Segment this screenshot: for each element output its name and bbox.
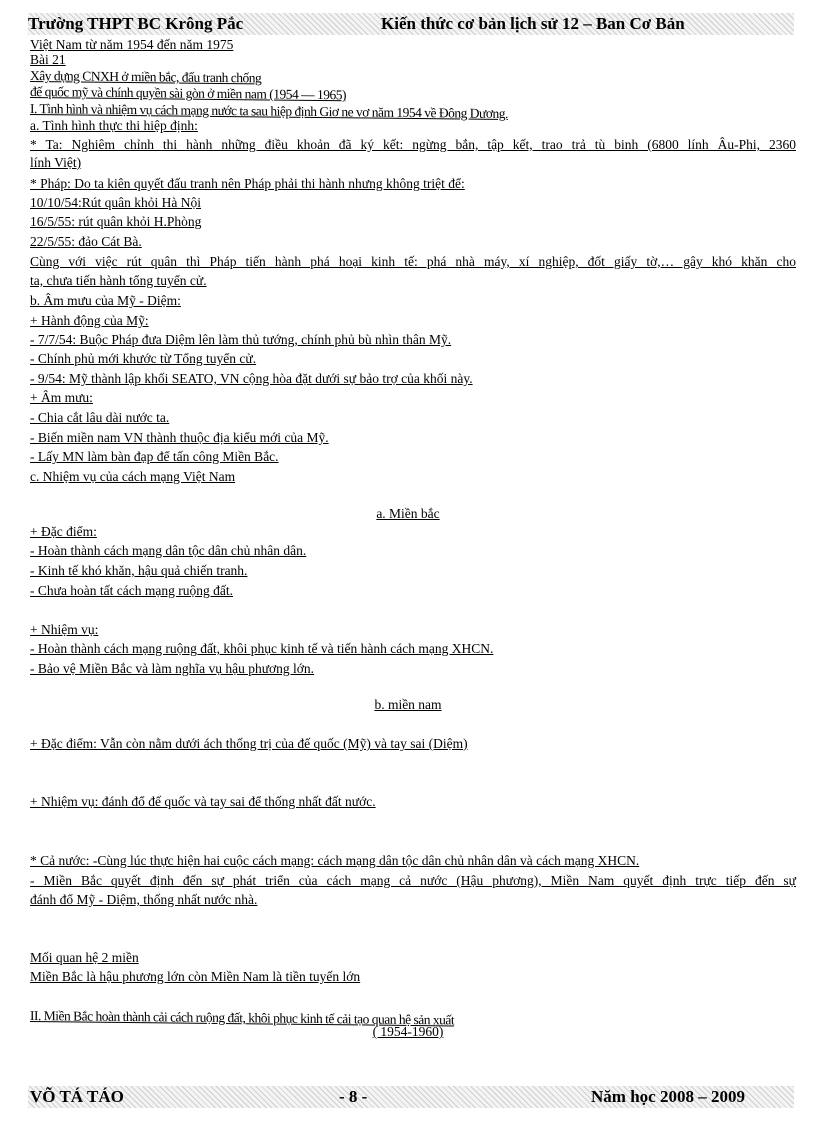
page-number: - 8 - — [339, 1087, 368, 1106]
subsection-heading: b. Âm mưu của Mỹ - Diệm: — [30, 293, 181, 308]
text-line: - 9/54: Mỹ thành lập khối SEATO, VN cộng hòa đặt dưới sự bảo trợ của khối này. — [30, 371, 473, 386]
subsection-heading: a. Tình hình thực thi hiệp định: — [30, 118, 198, 133]
subsection-heading: c. Nhiệm vụ của cách mạng Việt Nam — [30, 469, 236, 484]
text-line: + Hành động của Mỹ: — [30, 313, 149, 328]
page-footer — [28, 1086, 794, 1108]
text-line: * Ta: Nghiêm chỉnh thi hành những điều khoản đã ký kết: ngừng bắn, tập kết, trao trả tù binh (6800 lính Âu-Phi, 2360 — [30, 137, 796, 152]
text-line: + Âm mưu: — [30, 390, 93, 405]
subject-title: Kiến thức cơ bản lịch sử 12 – Ban Cơ Bản — [381, 14, 685, 33]
author-name: VÕ TÁ TÁO — [30, 1087, 124, 1106]
text-line: lính Việt) — [30, 155, 82, 170]
text-line: 16/5/55: rút quân khỏi H.Phòng — [30, 214, 202, 229]
text-line: + Đặc điểm: — [30, 524, 97, 539]
text-line: + Đặc điểm: Vẫn còn nằm dưới ách thống trị của đế quốc (Mỹ) và tay sai (Diệm) — [30, 736, 468, 751]
chapter-title: Việt Nam từ năm 1954 đến năm 1975 — [30, 37, 234, 52]
text-line: - Biến miền nam VN thành thuộc địa kiểu mới của Mỹ. — [30, 430, 329, 445]
text-line: Cùng với việc rút quân thì Pháp tiến hành phá hoại kinh tế: phá nhà máy, xí nghiệp, đốt giấy tờ,… gây khó khăn cho — [30, 254, 796, 269]
text-line: 10/10/54:Rút quân khỏi Hà Nội — [30, 195, 201, 210]
text-line: + Nhiệm vụ: — [30, 622, 99, 637]
text-line: - Chia cắt lâu dài nước ta. — [30, 410, 170, 425]
text-line: - Kinh tế khó khăn, hậu quả chiến tranh. — [30, 563, 248, 578]
text-line: ta, chưa tiến hành tổng tuyển cử. — [30, 273, 207, 288]
text-line: Mối quan hệ 2 miền — [30, 950, 139, 965]
page-header — [28, 13, 794, 35]
text-line: Miền Bắc là hậu phương lớn còn Miền Nam là tiền tuyến lớn — [30, 969, 361, 984]
text-line: * Cả nước: -Cùng lúc thực hiện hai cuộc cách mạng: cách mạng dân tộc dân chủ nhân dân và cách mạng XHCN. — [30, 853, 640, 868]
text-line: - Chính phủ mới khước từ Tổng tuyển cử. — [30, 351, 257, 366]
section-heading: II. Miền Bắc hoàn thành cải cách ruộng đất, khôi phục kinh tế cải tạo quan hệ sản xuất — [30, 1008, 455, 1028]
text-line: - Hoàn thành cách mạng ruộng đất, khôi phục kinh tế và tiến hành cách mạng XHCN. — [30, 641, 494, 656]
text-line: - Bảo vệ Miền Bắc và làm nghĩa vụ hậu phương lớn. — [30, 661, 315, 676]
region-heading-south: b. miền nam — [374, 697, 442, 712]
school-year: Năm học 2008 – 2009 — [591, 1087, 745, 1106]
text-line: - Chưa hoàn tất cách mạng ruộng đất. — [30, 583, 234, 598]
text-line: * Pháp: Do ta kiên quyết đấu tranh nên Pháp phải thi hành nhưng không triệt để: — [30, 176, 465, 191]
text-line: + Nhiệm vụ: đánh đổ đế quốc và tay sai để thống nhất đất nước. — [30, 794, 376, 809]
region-heading-north: a. Miền bắc — [376, 506, 440, 521]
lesson-subtitle: đế quốc mỹ và chính quyền sài gòn ở miền nam (1954 — 1965) — [30, 84, 346, 103]
lesson-title: Xây dựng CNXH ở miền bắc, đấu tranh chống — [30, 68, 262, 86]
school-name: Trường THPT BC Krông Pắc — [28, 14, 244, 33]
section-heading: I. Tình hình và nhiệm vụ cách mạng nước ta sau hiệp định Giơ ne vơ năm 1954 về Đông Dương. — [30, 101, 508, 122]
text-line: - Lấy MN làm bàn đạp để tấn công Miền Bắc. — [30, 449, 279, 464]
text-line: 22/5/55: đảo Cát Bà. — [30, 234, 142, 249]
text-line: - 7/7/54: Buộc Pháp đưa Diệm lên làm thủ tướng, chính phủ bù nhìn thân Mỹ. — [30, 332, 452, 347]
section-period: ( 1954-1960) — [372, 1024, 444, 1039]
lesson-number: Bài 21 — [30, 52, 66, 67]
text-line: - Miền Bắc quyết định đến sự phát triển của cách mạng cả nước (Hậu phương), Miền Nam quyết định trực tiếp đến sự — [30, 873, 796, 888]
text-line: đánh đổ Mỹ - Diệm, thống nhất nước nhà. — [30, 892, 258, 907]
text-line: - Hoàn thành cách mạng dân tộc dân chủ nhân dân. — [30, 543, 307, 558]
